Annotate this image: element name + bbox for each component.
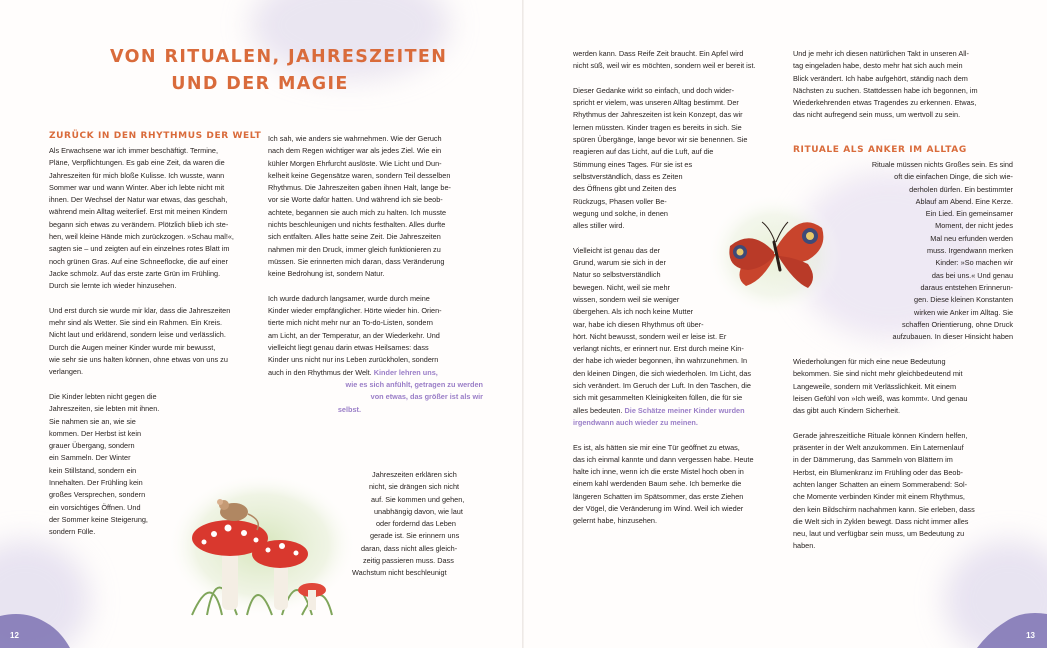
text-line: sagten sie – und zeigten auf ein einzelnes rotes Blatt im [49,244,230,254]
text-line: der habe ich wieder begonnen, ihn wahrzunehmen. In [573,356,748,366]
right-page [524,0,1047,648]
text-line: noch grünen Gras. Auf eine Schneeflocke, die auf einer [49,256,228,266]
column-4-lower [793,356,1013,553]
chapter-title: VON RITUALEN, JAHRESZEITEN UND DER MAGIE [110,47,448,94]
text-line: Jahreszeiten erklären sich [372,470,457,479]
text-line: sich verändert. Im Geruch der Luft. In den Taschen, die [573,381,751,391]
text-line: Stimmung eines Tages. Für sie ist es [573,159,693,169]
text-line: reagieren auf das Licht, auf die Luft, auf die [573,147,714,157]
text-line: schaffen Orientierung, ohne Druck [901,319,1013,329]
text-line: Durch sie lernte ich wieder hinzusehen. [49,281,177,291]
text-line: das bei uns.« Und genau [931,270,1013,280]
text-line: Wachstum nicht beschleunigt [352,568,447,578]
text-line: bekommen. Sie sind nicht mehr gleichbedeutend mit [793,369,963,379]
text-line: keine Bedrohung ist, sondern Natur. [268,269,385,279]
text-line: Langeweile, sondern mit Verlässlichkeit. Mit einem [793,381,957,391]
text-line: lernen müssten. Kinder tragen es bereits in sich. Sie [573,122,742,132]
text-line: des Öffnens gibt und Zeiten des [573,184,677,194]
text-line: verlangen. [49,367,84,377]
section-heading: ZURÜCK IN DEN RHYTHMUS DER WELT [49,131,262,141]
text-line: präsenter in der Welt anzukommen. Ein Laternenlauf [793,443,964,453]
text-line: Sommer war und wann Winter. Aber ich lebte nicht mit [49,182,225,192]
page-number: 12 [10,631,19,640]
text-line: Jahreszeiten, sie lebten mit ihnen. [49,404,160,414]
text-line-part: alles bedeuten. [573,405,623,415]
text-line: alles stiller wird. [573,221,625,231]
text-line: tierte mich nicht mehr nur an To-do-Listen, sondern [268,318,433,328]
text-line: während mein Alltag weiterlief. Erst mit meinen Kindern [49,207,228,217]
text-line: che Momente verbinden Kinder mit einem Rhythmus, [793,492,965,502]
text-line: müssen. Sie erinnerten mich daran, dass Veränderung [268,256,445,266]
column-4 [793,48,1013,122]
text-line: wirken wie Anker im Alltag. Sie [914,307,1013,317]
text-line: vor sie Worte dafür hatten. Und während ich sie beob- [268,195,443,205]
corner-paint-swash [0,608,70,648]
pull-quote: von etwas, das größer ist als wir [370,392,483,402]
text-line: hört. Nicht bewusst, sondern weil er leise ist. Er [573,331,727,341]
text-line: grauer Übergang, sondern [49,441,135,451]
text-line: Und je mehr ich diesen natürlichen Takt in unseren All- [793,49,969,58]
column-2-lower [352,469,493,580]
text-line: daraus entstehen Erinnerun- [920,282,1013,292]
text-line: vielleicht liegt genau darin etwas Heilsames: dass [268,343,429,353]
text-line: wie sehr sie uns halten können, ohne etwas von uns zu [49,355,228,365]
text-line: gerade ist. Sie erinnern uns [370,531,460,541]
text-line: Ich wurde dadurch langsamer, wurde durch meine [268,293,430,303]
text-line: wissen, sondern weil sie weniger [573,294,680,304]
text-line: derholen dürfen. Ein bestimmter [909,184,1013,194]
text-line: ein vorsichtiges Öffnen. Und [49,502,141,512]
text-line: der Sommer keine Steigerung, [49,514,148,524]
text-line: ihnen. Der Wechsel der Natur war etwas, das geschah, [49,195,228,205]
column-4-wrapped [793,159,1013,343]
pull-quote: selbst. [337,404,361,414]
pull-quote: wie es sich anfühlt, getragen zu werden [345,379,483,389]
text-line: übergehen. Als ich noch keine Mutter [573,307,694,317]
text-line: Mal neu erfunden werden [930,233,1013,243]
text-line: einem kahl werdenden Baum sehe. Ich bemerke die [573,479,742,489]
text-line: Blick verändert. Ich habe aufgehört, ständig nach dem [793,73,968,83]
text-line: begann sich etwas zu verändern. Plötzlich blieb ich ste- [49,219,229,229]
text-line: Kinder uns nicht nur ins Leben zurückholen, sondern [268,355,439,365]
text-line: Moment, der nicht jedes [935,221,1013,231]
text-line: unabhängig davon, wie laut [374,506,463,516]
text-line: großes Versprechen, sondern [49,490,146,500]
text-line: Herbst, ein Blumenkranz im Frühling oder das Beob- [793,467,963,477]
text-line [268,367,483,379]
text-line: war, habe ich diesen Rhythmus oft über- [573,319,704,329]
text-line: Ich sah, wie anders sie wahrnehmen. Wie der Geruch [268,134,442,143]
text-line-part: auch in den Rhythmus der Welt. [268,367,372,377]
text-line: Pläne, Verpflichtungen. Es gab eine Zeit, da waren die [49,158,225,168]
text-line: das ich einmal kannte und dann vergessen habe. Heute [573,454,754,464]
text-line: gelernt habe, hinzusehen. [573,516,657,526]
corner-paint-swash [977,608,1047,648]
text-line: den kein Bildschirm nachahmen kann. Sie erleben, dass [793,504,975,514]
text-line: sich entfalten. Alles hatte seine Zeit. Die Jahreszeiten [268,232,441,242]
text-line: aufzubauen. In dieser Hinsicht haben [892,332,1013,342]
text-line: nach dem Regen wichtiger war als jedes Ziel. Wie ein [268,146,442,156]
text-line: in der Dämmerung, das Sammeln von Blättern im [793,455,953,465]
section-heading: RITUALE ALS ANKER IM ALLTAG [793,145,967,155]
text-line: kühler Morgen Ehrfurcht auslöste. Wie Licht und Dun- [268,158,442,168]
column-2 [268,133,483,416]
text-line: oder fordernd das Leben [376,519,456,529]
text-line: Als Erwachsene war ich immer beschäftigt. Termine, [49,146,218,155]
text-line: Vielleicht ist genau das der [573,245,661,255]
text-line: den kleinen Dingen, die sich wiederholen. Im Licht, das [573,368,752,378]
text-line: zeitig passieren muss. Dass [363,556,454,566]
text-line: Ein Lied. Ein gemeinsamer [925,209,1013,219]
text-line: nichts beschleunigen und nichts festhalten. Alles durfte [268,220,446,230]
highlighted-sentence: irgendwann auch wieder zu meinen. [573,417,698,427]
text-line: achtete, begannen sie auch mich zu halten. Ich musste [268,207,447,217]
text-line: tag eingeladen habe, desto mehr hat sich auch mein [793,61,963,71]
left-page [0,0,523,648]
text-line: achten langer Schatten an einem Sommerabend: Sol- [793,479,968,489]
text-line: nahmen mir den Druck, immer gleich funktionieren zu [268,244,441,254]
text-line: Wiederkehrenden etwas Tragendes zu erkennen. Etwas, [793,98,977,108]
text-line: Kinder wieder empfänglicher. Hörte wieder hin. Orien- [268,306,442,316]
text-line: kein Stillstand, sondern ein [49,465,137,475]
text-line: wegung und solche, in denen [573,208,668,218]
text-line: Rückzugs, Phasen voller Be- [573,196,667,206]
text-line: Innehalten. Der Frühling kein [49,478,143,488]
text-line: Die Kinder lebten nicht gegen die [49,391,157,401]
text-line: nicht süß, weil wir es möchten, sondern weil er bereit ist. [573,61,756,71]
text-line: gen. Diese kleinen Konstanten [914,295,1013,305]
text-line: kelheit keine Gegensätze waren, sondern Teil desselben [268,170,451,180]
text-line: Rhythmus der Jahreszeiten ist kein Konzept, das wir [573,110,743,120]
text-line: halte ich inne, wenn ich die erste Mistel hoch oben in [573,467,744,477]
text-line: auf. Sie kommen und gehen, [371,494,465,504]
text-line: Jahreszeiten für mich bloße Kulisse. Ich wusste, wann [49,170,225,180]
text-line: die Welt sich in Zyklen bewegt. Dass nicht immer alles [793,516,969,526]
highlighted-sentence: Die Schätze meiner Kinder wurden [624,405,745,415]
text-line: nicht, sie drängen sich nicht [369,482,460,492]
text-line: Und erst durch sie wurde mir klar, dass die Jahreszeiten [49,305,231,315]
text-line: haben. [793,541,816,551]
mouse-on-mushrooms-illustration [162,450,362,620]
text-line: sich mit gesammelten Kleinigkeiten füllen, die für sie [573,393,743,403]
text-line: Wiederholungen für mich eine neue Bedeutung [793,357,946,366]
text-line: werden kann. Dass Reife Zeit braucht. Ein Apfel wird [573,49,744,58]
text-line: Nicht laut und erklärend, sondern leise und verlässlich. [49,330,226,340]
text-line: Es ist, als hätten sie mir eine Tür geöffnet zu etwas, [573,442,740,452]
text-line: bewegen. Nicht, weil sie mehr [573,282,670,292]
text-line [573,405,788,417]
text-line: kommen. Der Herbst ist kein [49,428,142,438]
text-line: am Licht, an der Temperatur, an der Wiederkehr. Und [268,330,440,340]
text-line: oft die einfachen Dinge, die sich wie- [894,172,1013,182]
pull-quote: Kinder lehren uns, [373,367,438,377]
text-line: Durch die Augen meiner Kinder wurde mir bewusst, [49,342,216,352]
text-line: Grund, warum sie sich in der [573,258,666,268]
text-line: längeren Schatten im Spätsommer, das erste Ziehen [573,491,744,501]
text-line: Dieser Gedanke wirkt so einfach, und doch wider- [573,85,735,95]
text-line: Kinder: »So machen wir [935,258,1013,268]
text-line: neu, laut und verfügbar sein muss, um Bedeutung zu [793,529,965,539]
text-line: das nicht aufregend sein muss, um wertvoll zu sein. [793,110,961,120]
text-line: Natur so selbstverständlich [573,270,661,280]
page-number: 13 [1026,631,1035,640]
text-line: Gerade jahreszeitliche Rituale können Kindern helfen, [793,430,968,440]
text-line: spüren Übergänge, lange bevor wir sie benennen. Sie [573,135,748,145]
text-line: Jacke schmolz. Auf das erste zarte Grün im Frühling. [49,268,221,278]
text-line: verlangt nichts, er erinnert nur. Erst durch meine Kin- [573,344,744,354]
text-line: Rituale müssen nichts Großes sein. Es sind [871,160,1013,169]
text-line: spricht er vielem, was unseren Alltag bestimmt. Der [573,98,739,108]
text-line: Sie nahmen sie an, wie sie [49,416,136,426]
text-line: selbstverständlich, dass es Zeiten [573,171,683,181]
text-line: leisen Gefühl von »Ich weiß, was kommt«. Und genau [793,393,968,403]
text-line: muss. Irgendwann merken [927,246,1013,256]
text-line: ein Sammeln. Der Winter [49,453,131,463]
text-line: das gibt auch Kindern Sicherheit. [793,406,901,416]
text-line: Nächsten zu suchen. Stattdessen habe ich begonnen, im [793,85,978,95]
text-line: sondern Fülle. [49,527,96,537]
text-line: mehr sind als Wetter. Sie sind ein Rahmen. Ein Kreis. [49,318,223,328]
text-line: hen, weil kleine Hände mich zurückzogen. »Schau mal!«, [49,232,234,242]
text-line: Ablauf am Abend. Eine Kerze. [915,196,1013,206]
text-line: daran, dass nicht alles gleich- [361,543,458,553]
text-line: Rhythmus. Die Jahreszeiten gaben ihnen Halt, lange be- [268,183,451,193]
text-line: der Vögel, die Veränderung im Wind. Weil ich wieder [573,503,744,513]
